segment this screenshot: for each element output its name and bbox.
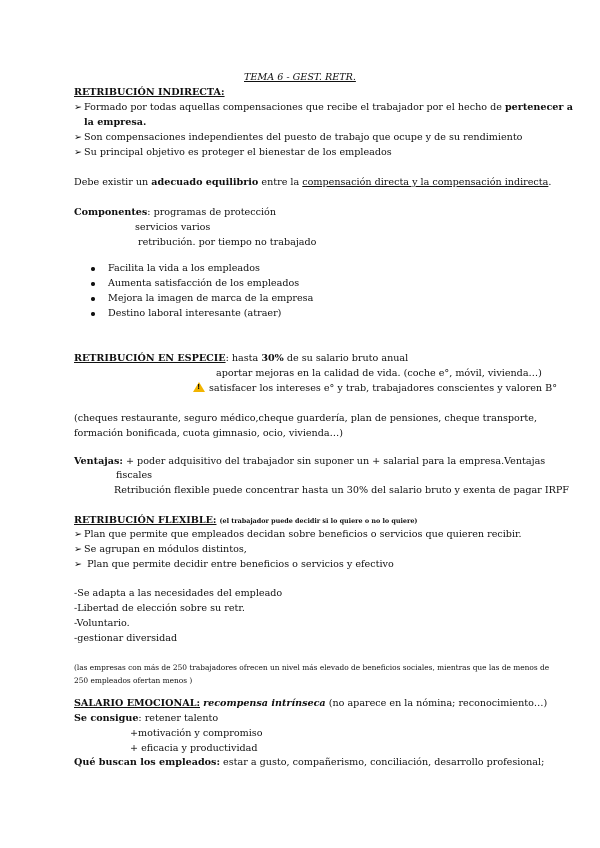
arrow-icon: ➢ bbox=[74, 147, 83, 158]
empresas-note-1: (las empresas con más de 250 trabajadores ofrecen un nivel más elevado de beneficios sociales, mientras que las de menos de bbox=[74, 663, 550, 672]
componentes-label: Componentes bbox=[74, 207, 148, 218]
bullet-icon bbox=[91, 267, 95, 271]
arrow-icon: ➢ bbox=[74, 132, 83, 143]
especie-examples-1: (cheques restaurante, seguro médico,cheque guardería, plan de pensiones, cheque transporte, bbox=[74, 413, 538, 424]
consigue-label: Se consigue bbox=[74, 713, 139, 724]
bullet-icon bbox=[91, 297, 95, 301]
ventajas-label: Ventajas: bbox=[74, 456, 123, 467]
bullet-icon bbox=[91, 312, 95, 316]
flexible-note: (el trabajador puede decidir si lo quiere o no lo quiere) bbox=[219, 517, 418, 525]
bullet-item-3: Mejora la imagen de marca de la empresa bbox=[108, 293, 314, 304]
componentes-line: Componentes: programas de protección bbox=[74, 207, 276, 218]
bullet-item-4: Destino laboral interesante (atraer) bbox=[108, 308, 282, 319]
indirecta-item-2: ➢ Son compensaciones independientes del puesto de trabajo que ocupe y de su rendimiento bbox=[74, 132, 523, 143]
flexible-item-1: ➢ Plan que permite que empleados decidan sobre beneficios o servicios que quieren recibir. bbox=[74, 529, 522, 540]
flexible-item-2: ➢ Se agrupan en módulos distintos, bbox=[74, 544, 247, 555]
consigue-line: Se consigue: retener talento bbox=[74, 713, 219, 724]
flexible-item-3: ➢ Plan que permite decidir entre beneficios o servicios y efectivo bbox=[74, 559, 394, 570]
arrow-icon: ➢ bbox=[74, 559, 83, 570]
flexible-dash-4: -gestionar diversidad bbox=[74, 633, 178, 644]
emocional-line: SALARIO EMOCIONAL: recompensa intrínseca (no aparece en la nómina; reconocimiento…) bbox=[74, 698, 548, 709]
heading-retribucion-indirecta: RETRIBUCIÓN INDIRECTA: bbox=[74, 87, 225, 98]
ventajas-line-3: Retribución flexible puede concentrar hasta un 30% del salario bruto y exenta de pagar IRPF bbox=[114, 485, 569, 496]
ventajas-line: Ventajas: + poder adquisitivo del trabajador sin suponer un + salarial para la empresa.Ventajas bbox=[74, 456, 546, 467]
warning-icon bbox=[193, 382, 205, 392]
especie-examples-2: formación bonificada, cuota gimnasio, ocio, vivienda…) bbox=[74, 428, 343, 439]
especie-line-2: aportar mejoras en la calidad de vida. (coche e°, móvil, vivienda…) bbox=[216, 368, 542, 379]
flexible-dash-3: -Voluntario. bbox=[74, 618, 130, 629]
empresas-note-2: 250 empleados ofertan menos ) bbox=[74, 676, 193, 685]
indirecta-item-3: ➢ Su principal objetivo es proteger el bienestar de los empleados bbox=[74, 147, 392, 158]
buscan-line: Qué buscan los empleados: estar a gusto, compañerismo, conciliación, desarrollo profesional; bbox=[74, 757, 545, 768]
equilibrio-paragraph: Debe existir un adecuado equilibrio entre la compensación directa y la compensación indirecta. bbox=[74, 177, 552, 188]
heading-retribucion-flexible: RETRIBUCIÓN FLEXIBLE: bbox=[74, 515, 217, 526]
heading-retribucion-especie: RETRIBUCIÓN EN ESPECIE bbox=[74, 353, 226, 364]
flexible-dash-2: -Libertad de elección sobre su retr. bbox=[74, 603, 245, 614]
indirecta-item-1-cont: la empresa. bbox=[84, 117, 147, 128]
arrow-icon: ➢ bbox=[74, 529, 83, 540]
consigue-line-2: +motivación y compromiso bbox=[130, 728, 263, 739]
bullet-item-1: Facilita la vida a los empleados bbox=[108, 263, 260, 274]
buscan-label: Qué buscan los empleados: bbox=[74, 757, 220, 768]
especie-line-1: RETRIBUCIÓN EN ESPECIE: hasta 30% de su salario bruto anual bbox=[74, 353, 409, 364]
arrow-icon: ➢ bbox=[74, 544, 83, 555]
arrow-icon: ➢ bbox=[74, 102, 83, 113]
heading-salario-emocional: SALARIO EMOCIONAL: bbox=[74, 698, 200, 709]
page-title: TEMA 6 - GEST. RETR. bbox=[244, 72, 356, 83]
bullet-icon bbox=[91, 282, 95, 286]
consigue-line-3: + eficacia y productividad bbox=[130, 743, 258, 754]
componentes-item-3: retribución. por tiempo no trabajado bbox=[138, 237, 317, 248]
componentes-item-2: servicios varios bbox=[135, 222, 211, 233]
bullet-item-2: Aumenta satisfacción de los empleados bbox=[108, 278, 300, 289]
especie-line-3: !satisfacer los intereses e° y trab, trabajadores conscientes y valoren B° bbox=[193, 382, 557, 396]
indirecta-item-1: ➢ Formado por todas aquellas compensaciones que recibe el trabajador por el hecho de pertenecer a bbox=[74, 102, 574, 113]
flexible-heading-line bbox=[74, 514, 417, 528]
flexible-dash-1: -Se adapta a las necesidades del empleado bbox=[74, 588, 283, 599]
ventajas-line-2: fiscales bbox=[116, 470, 153, 481]
